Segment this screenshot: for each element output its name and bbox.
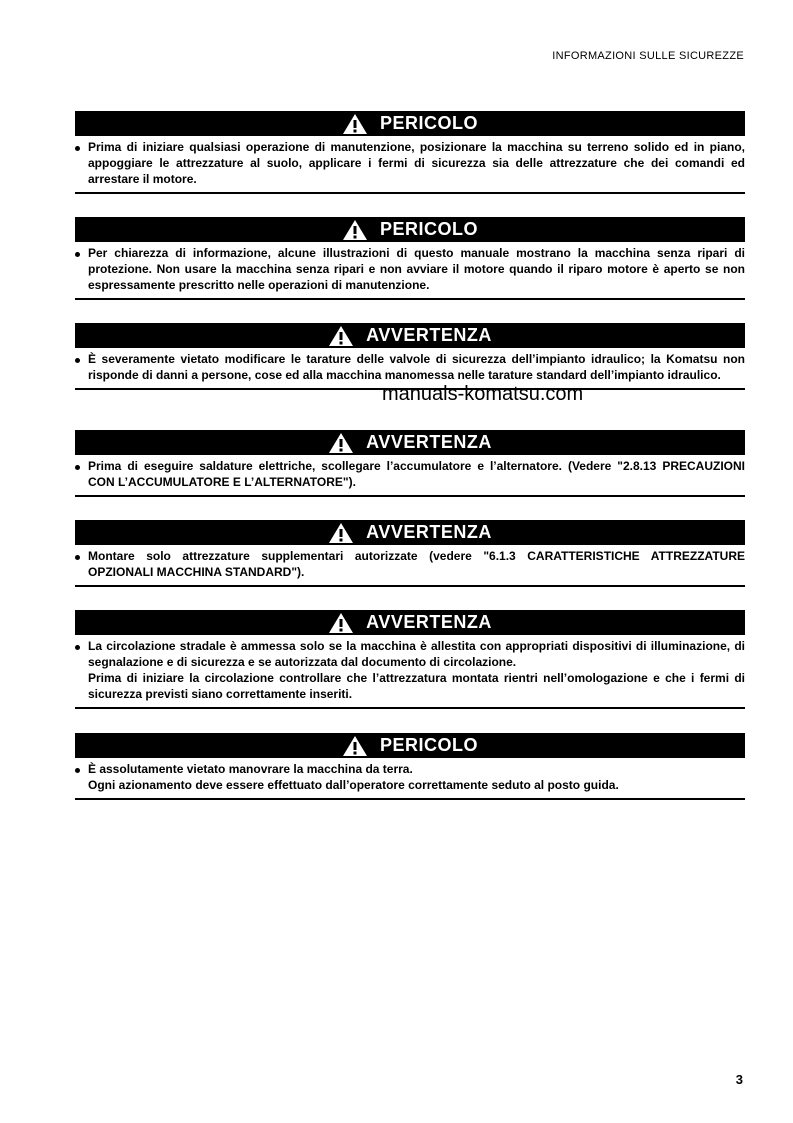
warning-header-bar [75, 111, 745, 136]
warning-triangle-icon [342, 735, 368, 757]
paragraph: È severamente vietato modificare le tarature delle valvole di sicurezza dell’impianto idraulico; la Komatsu non risponde di danni a persone, cose ed alla macchina manomessa nelle tarature standard dell’impianto idraulico. [88, 352, 745, 382]
list-item [75, 139, 745, 187]
paragraph: Ogni azionamento deve essere effettuato dall’operatore correttamente seduto al posto guida. [88, 778, 619, 792]
paragraph: Per chiarezza di informazione, alcune illustrazioni di questo manuale mostrano la macchina senza ripari di protezione. Non usare la macchina senza ripari e non avviare il motore quando il riparo motore è aperto se non espressamente prescritto nelle operazioni di manutenzione. [88, 246, 745, 292]
page-number: 3 [735, 1072, 743, 1087]
list-item [75, 351, 745, 383]
list-item [75, 245, 745, 293]
warning-triangle-icon [328, 432, 354, 454]
warning-header-bar [75, 610, 745, 635]
paragraph: Montare solo attrezzature supplementari autorizzate (vedere "6.1.3 CARATTERISTICHE ATTREZZATURE OPZIONALI MACCHINA STANDARD"). [88, 549, 745, 579]
warning-header-bar [75, 733, 745, 758]
section-title: INFORMAZIONI SULLE SICUREZZE [552, 50, 744, 62]
safety-block-avvertenza [75, 610, 745, 709]
safety-block-pericolo [75, 217, 745, 300]
warning-triangle-icon [328, 522, 354, 544]
warning-label: AVVERTENZA [366, 612, 492, 632]
safety-block-avvertenza [75, 520, 745, 587]
safety-block-pericolo [75, 111, 745, 194]
paragraph: La circolazione stradale è ammessa solo se la macchina è allestita con appropriati dispositivi di illuminazione, di segnalazione e di sicurezza e se autorizzata dal documento di circolazione. [88, 639, 745, 669]
watermark-text: manuals-komatsu.com [382, 383, 584, 405]
warning-label: AVVERTENZA [366, 432, 492, 452]
safety-block-avvertenza [75, 323, 745, 390]
list-item [75, 548, 745, 580]
list-item [75, 761, 745, 793]
list-item [75, 638, 745, 702]
warning-triangle-icon [328, 612, 354, 634]
warning-label: AVVERTENZA [366, 325, 492, 345]
warning-triangle-icon [342, 219, 368, 241]
list-item [75, 458, 745, 490]
warning-header-bar [75, 520, 745, 545]
warning-header-bar [75, 430, 745, 455]
safety-block-avvertenza [75, 430, 745, 497]
warning-label: AVVERTENZA [366, 522, 492, 542]
warning-label: PERICOLO [379, 113, 478, 133]
paragraph: Prima di iniziare la circolazione controllare che l’attrezzatura montata rientri nell’omologazione e che i fermi di sicurezza previsti siano correttamente inseriti. [88, 671, 745, 701]
warning-label: PERICOLO [379, 219, 478, 239]
paragraph: Prima di iniziare qualsiasi operazione di manutenzione, posizionare la macchina su terreno solido ed in piano, appoggiare le attrezzature al suolo, applicare i fermi di sicurezza sia delle attrezzature che dei comandi ed arrestare il motore. [88, 140, 745, 186]
safety-block-pericolo [75, 733, 745, 800]
paragraph: È assolutamente vietato manovrare la macchina da terra. [88, 762, 413, 776]
warning-label: PERICOLO [379, 735, 478, 755]
warning-triangle-icon [328, 325, 354, 347]
warning-triangle-icon [342, 113, 368, 135]
paragraph: Prima di eseguire saldature elettriche, scollegare l’accumulatore e l’alternatore. (Vedere "2.8.13 PRECAUZIONI CON L’ACCUMULATORE E L’ALTERNATORE"). [88, 459, 745, 489]
warning-header-bar [75, 323, 745, 348]
warning-header-bar [75, 217, 745, 242]
